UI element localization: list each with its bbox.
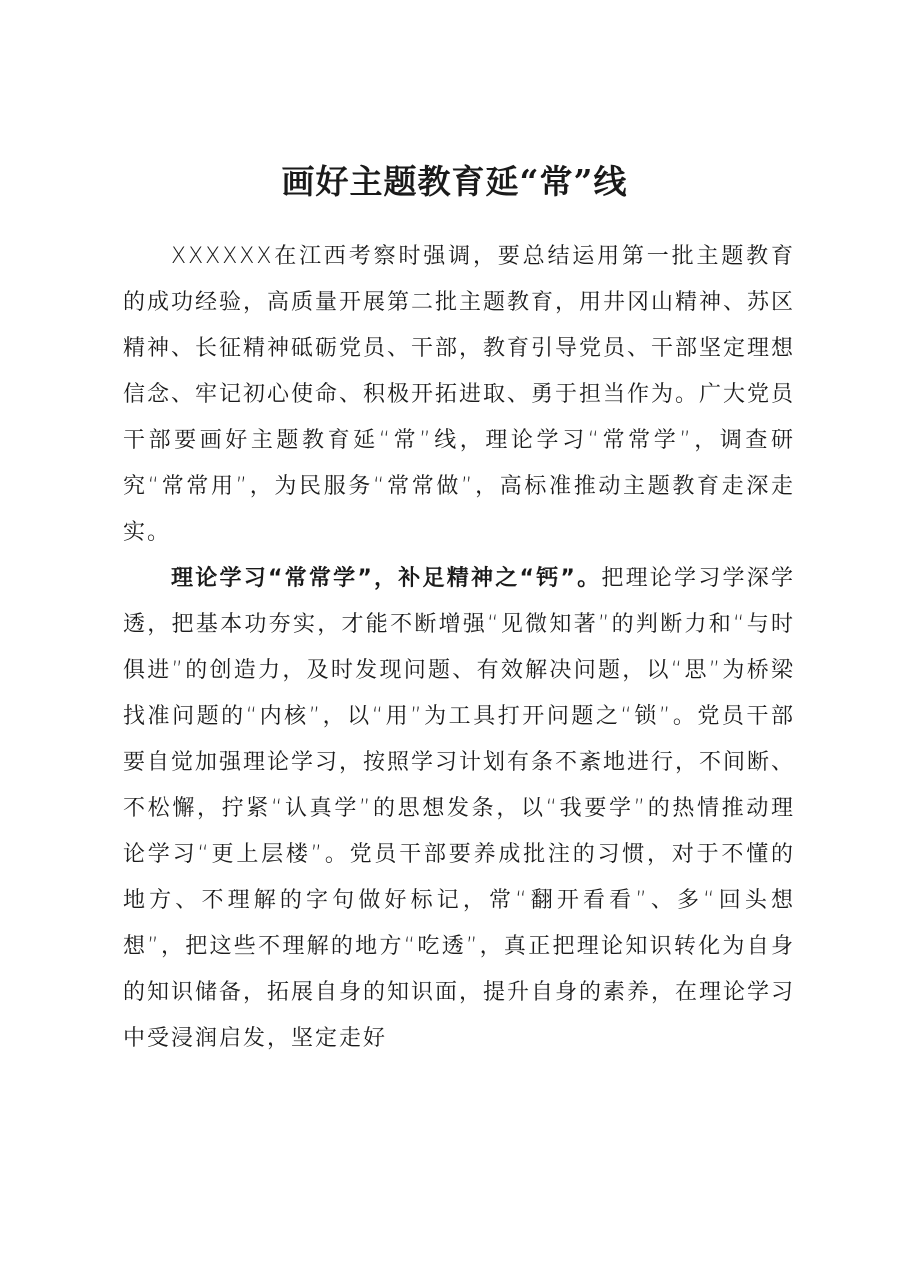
paragraph-2	[123, 556, 795, 1062]
document-title: 画好主题教育延“常”线	[281, 162, 628, 201]
paragraph-2-text: 把理论学习学深学透，把基本功夯实，才能不断增强“见微知著”的判断力和“与时俱进”的创造力，及时发现问题、有效解决问题，以“思”为桥梁找准问题的“内核”，以“用”为工具打开问题之“锁”。党员干部要自觉加强理论学习，按照学习计划有条不紊地进行，不间断、不松懈，拧紧“认真学”的思想发条，以“我要学”的热情推动理论学习“更上层楼”。党员干部要养成批注的习惯，对于不懂的地方、不理解的字句做好标记，常“翻开看看”、多“回头想想”，把这些不理解的地方“吃透”，真正把理论知识转化为自身的知识储备，拓展自身的知识面，提升自身的素养，在理论学习中受浸润启发，坚定走好	[123, 566, 796, 1051]
paragraph-1	[123, 234, 795, 556]
paragraph-1-text: XXXXXX在江西考察时强调，要总结运用第一批主题教育的成功经验，高质量开展第二批主题教育，用井冈山精神、苏区精神、长征精神砥砺党员、干部，教育引导党员、干部坚定理想信念、牢记初心使命、积极开拓进取、勇于担当作为。广大党员干部要画好主题教育延“常”线，理论学习“常常学”，调查研究“常常用”，为民服务“常常做”，高标准推动主题教育走深走实。	[123, 244, 796, 545]
paragraph-2-lead: 理论学习“常常学”，补足精神之“钙”。	[171, 566, 602, 591]
document-body	[123, 234, 795, 1062]
